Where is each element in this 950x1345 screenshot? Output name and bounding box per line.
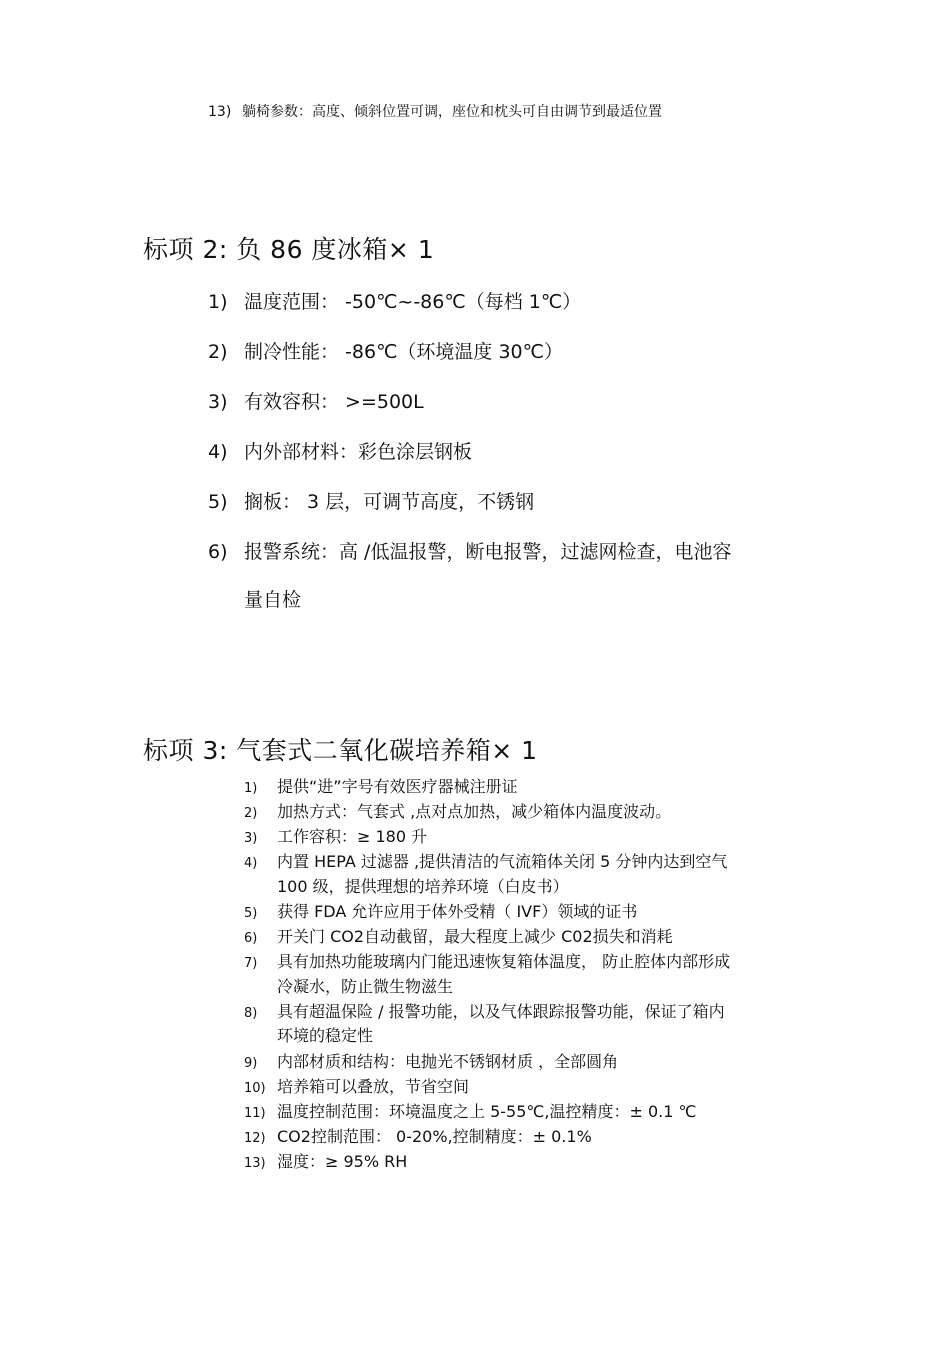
item-number: 7) — [244, 956, 258, 971]
list-item-continuation: 冷凝水，防止微生物滋生 — [277, 977, 454, 996]
item-text: 有效容积： >=500L — [244, 391, 424, 413]
list-item — [244, 1074, 469, 1097]
item-text: 获得 FDA 允许应用于体外受精（ IVF）领域的证书 — [277, 902, 638, 921]
item-number: 13) — [244, 1156, 266, 1171]
item-number: 5) — [244, 906, 258, 921]
item-number: 1) — [208, 291, 228, 313]
item-text: 工作容积：≥ 180 升 — [277, 827, 428, 846]
item-text: 内外部材料：彩色涂层钢板 — [244, 441, 473, 463]
list-item — [244, 1149, 407, 1172]
section-heading-3: 标项 3: 气套式二氧化碳培养箱× 1 — [143, 736, 538, 765]
list-item — [244, 999, 725, 1022]
item-text: 制冷性能： -86℃（环境温度 30℃） — [244, 341, 563, 363]
item-text: 湿度：≥ 95% RH — [277, 1152, 408, 1171]
list-item — [208, 487, 534, 514]
list-item — [244, 1124, 592, 1147]
list-item — [244, 824, 427, 847]
list-item — [244, 1099, 696, 1122]
item-text: 躺椅参数：高度、倾斜位置可调，座位和枕头可自由调节到最适位置 — [242, 104, 662, 120]
list-item — [208, 101, 662, 121]
list-item — [208, 287, 581, 314]
list-item — [208, 387, 424, 414]
item-text: CO2控制范围： 0-20%,控制精度：± 0.1% — [277, 1127, 592, 1146]
item-text: 培养箱可以叠放，节省空间 — [277, 1077, 470, 1096]
item-number: 2) — [208, 341, 228, 363]
list-item — [244, 1049, 618, 1072]
item-number: 10) — [244, 1081, 266, 1096]
item-text: 加热方式：气套式 ,点对点加热，减少箱体内温度波动。 — [277, 802, 672, 821]
item-number: 6) — [244, 931, 258, 946]
item-number: 8) — [244, 1006, 258, 1021]
item-number: 4) — [208, 441, 228, 463]
item-text: 温度控制范围：环境温度之上 5-55℃,温控精度：± 0.1 ℃ — [277, 1102, 697, 1121]
item-text: 具有加热功能玻璃内门能迅速恢复箱体温度， 防止腔体内部形成 — [277, 952, 731, 971]
item-text: 提供“进”字号有效医疗器械注册证 — [277, 777, 518, 796]
item-number: 3) — [244, 831, 258, 846]
item-number: 12) — [244, 1131, 266, 1146]
item-number: 6) — [208, 541, 228, 563]
item-text: 内置 HEPA 过滤器 ,提供清洁的气流箱体关闭 5 分钟内达到空气 — [277, 852, 728, 871]
list-item-continuation: 环境的稳定性 — [277, 1026, 374, 1045]
list-item — [244, 799, 671, 822]
list-item — [244, 949, 730, 972]
list-item-continuation: 量自检 — [244, 589, 302, 611]
item-text: 报警系统：高 /低温报警，断电报警，过滤网检查，电池容 — [244, 541, 732, 563]
item-number: 5) — [208, 491, 228, 513]
list-item — [208, 537, 731, 564]
item-number: 1) — [244, 781, 258, 796]
list-item — [244, 924, 673, 947]
list-item — [208, 337, 563, 364]
list-item — [244, 899, 637, 922]
item-text: 温度范围： -50℃~-86℃（每档 1℃） — [244, 291, 582, 313]
item-text: 内部材质和结构：电抛光不锈钢材质 ，全部圆角 — [277, 1052, 619, 1071]
list-item-continuation: 100 级，提供理想的培养环境（白皮书） — [277, 877, 569, 896]
list-item — [244, 774, 518, 797]
item-number: 2) — [244, 806, 258, 821]
item-number: 9) — [244, 1056, 258, 1071]
list-item — [244, 849, 727, 872]
item-text: 开关门 CO2自动截留，最大程度上减少 C02损失和消耗 — [277, 927, 673, 946]
list-item — [208, 437, 472, 464]
item-text: 具有超温保险 / 报警功能，以及气体跟踪报警功能，保证了箱内 — [277, 1002, 725, 1021]
item-text: 搁板： 3 层，可调节高度，不锈钢 — [244, 491, 535, 513]
item-number: 11) — [244, 1106, 266, 1121]
item-number: 4) — [244, 856, 258, 871]
item-number: 13) — [208, 104, 232, 120]
section-heading-2: 标项 2: 负 86 度冰箱× 1 — [143, 235, 435, 264]
item-number: 3) — [208, 391, 228, 413]
